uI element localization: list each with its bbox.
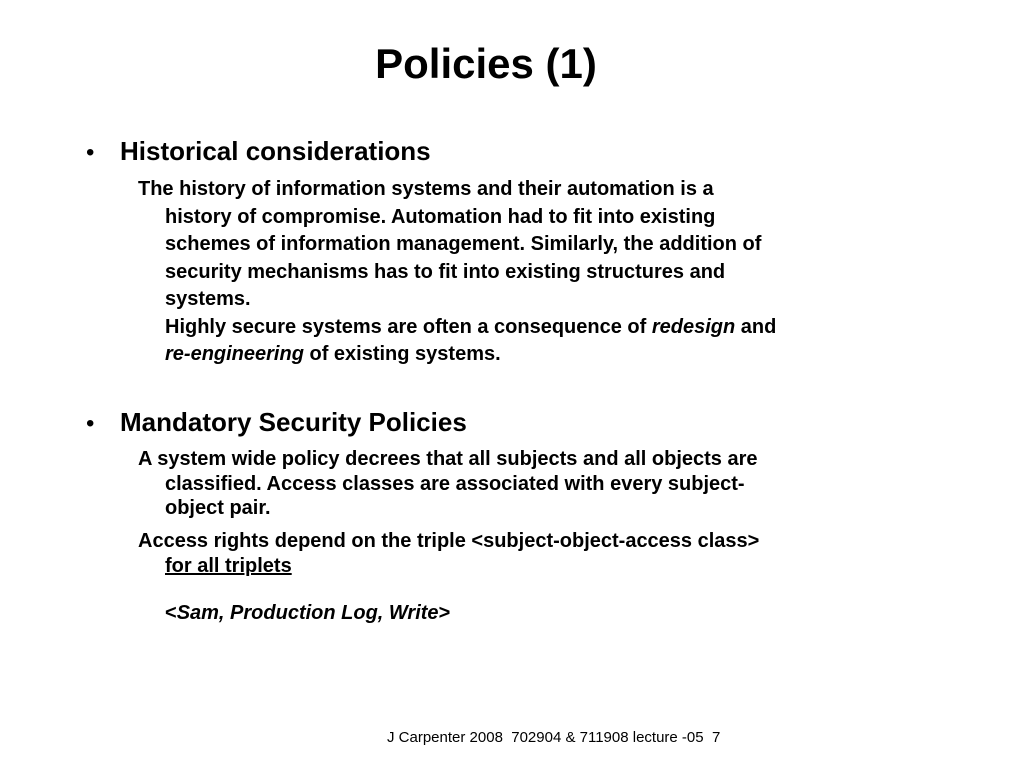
bullet-icon: • — [86, 410, 95, 437]
text-run: Highly secure systems are often a consequence of — [165, 315, 652, 338]
paragraph-line: A system wide policy decrees that all subjects and all objects are — [138, 448, 758, 470]
paragraph-line: history of compromise. Automation had to fit into existing — [165, 205, 716, 228]
section-heading: Historical considerations — [120, 136, 431, 166]
example-line — [138, 600, 878, 628]
bullet-mandatory-security-policies — [86, 405, 467, 439]
paragraph-line: schemes of information management. Similarly, the addition of — [165, 233, 762, 255]
for-all-triplets: for all triplets — [165, 554, 292, 577]
reengineering-emphasis: re-engineering — [165, 343, 304, 365]
bullet-historical-considerations — [86, 134, 431, 168]
historical-paragraph — [138, 176, 878, 369]
angle-close: > — [438, 602, 451, 624]
paragraph-line: Access rights depend on the triple <subject-object-access class> — [138, 530, 760, 552]
slide-title: Policies (1) — [375, 40, 597, 87]
mandatory-paragraph — [138, 447, 878, 521]
bullet-icon: • — [86, 139, 95, 166]
paragraph-line: classified. Access classes are associated with every subject- — [165, 472, 745, 495]
reengineering-line — [138, 341, 878, 369]
secure-systems-line — [138, 314, 878, 342]
paragraph-line: The history of information systems and their automation is a — [138, 178, 714, 200]
paragraph-line: systems. — [165, 288, 251, 310]
example-body: Sam, Production Log, Write — [176, 602, 439, 624]
paragraph-line: object pair. — [165, 497, 271, 519]
slide-footer: J Carpenter 2008 702904 & 711908 lecture -05 7 — [387, 729, 721, 746]
angle-open: < — [165, 602, 177, 624]
text-run: of existing systems. — [303, 343, 501, 365]
redesign-emphasis: redesign — [651, 315, 736, 338]
example-triplet — [138, 600, 878, 628]
paragraph-line: security mechanisms has to fit into existing structures and — [165, 260, 726, 283]
access-rights-paragraph — [138, 529, 878, 578]
section-heading: Mandatory Security Policies — [120, 407, 467, 437]
text-run: and — [735, 315, 777, 338]
